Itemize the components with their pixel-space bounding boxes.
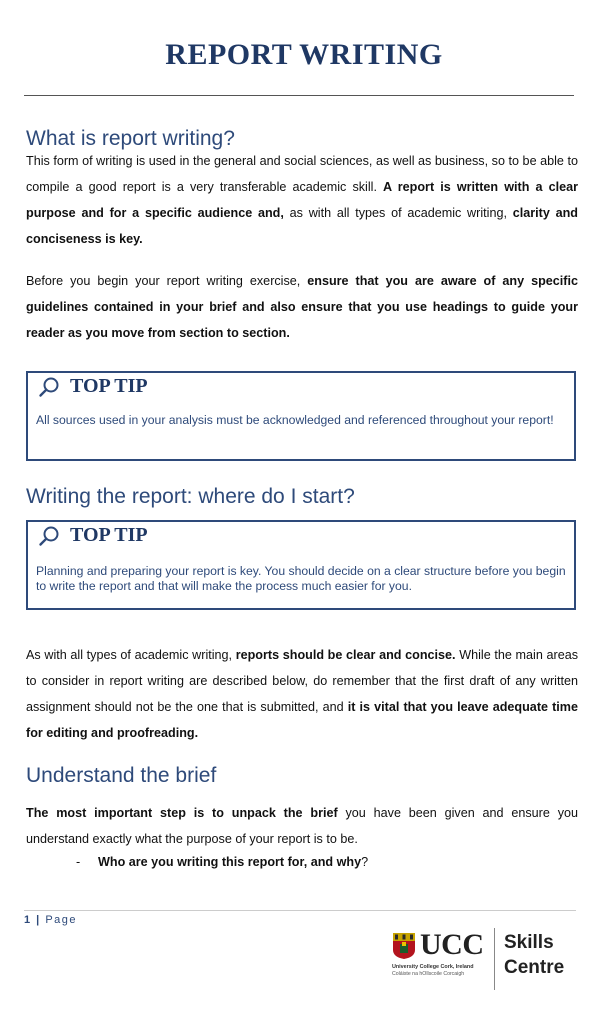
bullet-bold-text: Who are you writing this report for, and why [98,855,362,869]
paragraph-intro-text-2: as with all types of academic writing, [283,206,513,220]
footer-divider [24,910,576,911]
search-icon [38,525,60,547]
ucc-skills-centre-logo [390,928,590,992]
paragraph-before-text-1: Before you begin your report writing exercise, [26,274,308,288]
section-heading-writing-the-report: Writing the report: where do I start? [26,485,355,508]
ucc-subtitle-irish: Coláiste na hOllscoile Corcaigh [392,971,465,977]
paragraph-unpack-brief [26,800,578,852]
bullet-text: ? [361,855,369,869]
centre-word: Centre [504,957,565,978]
page-number-label: Page [45,914,78,926]
top-tip-header-2 [38,524,148,547]
paragraph-intro-text-1: This form of writing is used in the general and social sciences, as well as business, so to be able to compile a good report is a very transferable academic skill. [26,154,578,194]
page-number [24,914,77,926]
paragraph-unpack-bold-1: The most important step is to unpack the brief [26,806,338,820]
ucc-subtitle-english: University College Cork, Ireland [392,964,474,970]
top-tip-title-2: TOP TIP [70,524,148,546]
top-tip-title-1: TOP TIP [70,375,148,397]
section-heading-understand-the-brief: Understand the brief [26,764,217,787]
bullet-dash: - [76,855,81,869]
top-tip-header-1 [38,375,148,398]
top-tip-text-2: Planning and preparing your report is key. You should decide on a clear structure before you begin to write the report and that will make the process much easier for you. [36,564,566,593]
top-tip-box-2 [26,520,576,610]
ucc-wordmark: UCC [420,928,484,961]
page-title: REPORT WRITING [165,38,443,71]
paragraph-intro [26,148,578,252]
section-heading-what-is-report-writing: What is report writing? [26,127,235,150]
page-number-value: 1 [24,914,32,926]
bullet-item [76,852,368,872]
top-tip-text-1: All sources used in your analysis must be acknowledged and referenced throughout your report! [36,413,554,427]
ucc-crest-icon [392,932,416,960]
paragraph-clear-text-2: While the main areas to consider in report writing are described below, do remember that the first draft of any written assignment should not be the one that is submitted, and [26,648,578,714]
paragraph-clear-text-1: As with all types of academic writing, [26,648,236,662]
paragraph-clear-bold-1: reports should be clear and concise. [235,648,456,662]
paragraph-before-you-begin [26,268,578,346]
paragraph-unpack-text-1: you have been given and ensure you understand exactly what the purpose of your report is to be. [26,806,579,846]
skills-word: Skills [504,932,554,953]
title-divider [24,95,574,96]
paragraph-before-bold-1: ensure that you are aware of any specific guidelines contained in your brief and also ensure that you use headings to guide your reader as you move from section to section. [26,274,578,340]
search-icon [38,376,60,398]
top-tip-box-1 [26,371,576,461]
paragraph-clear-concise [26,642,578,746]
page-number-separator: | [31,914,46,926]
paragraph-intro-bold-2: clarity and conciseness is key. [26,206,578,246]
paragraph-clear-bold-2: it is vital that you leave adequate time for editing and proofreading. [26,700,579,740]
logo-divider [494,928,495,990]
paragraph-intro-bold-1: A report is written with a clear purpose and for a specific audience and, [26,180,579,220]
skills-centre-wordmark [504,930,564,980]
